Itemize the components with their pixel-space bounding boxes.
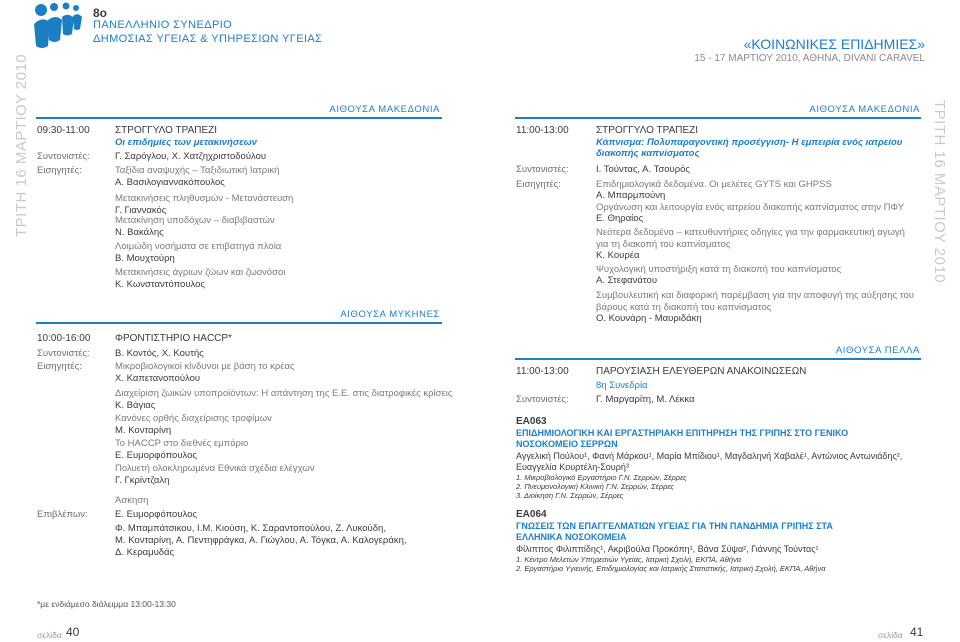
abstract-affiliation: 3. Διοίκηση Γ.Ν. Σερρών, Σέρρες <box>516 491 624 500</box>
room-label: ΑΙΘΟΥΣΑ ΜΥΚΗΝΕΣ <box>340 309 440 320</box>
abstract-title-cont: ΝΟΣΟΚΟΜΕΙΟ ΣΕΡΡΩΝ <box>516 439 618 449</box>
exercise-label: Άσκηση <box>115 495 149 506</box>
supervisors-label: Επιβλέπων: <box>37 509 88 520</box>
talk-title-cont: βάρους κατά τη διακοπή του καπνίσματος <box>596 302 772 313</box>
edition-number: 8ο <box>93 6 108 20</box>
abstract-authors: Φίλιππος Φιλιππίδης¹, Ακριβούλα Προκόπη¹, Βάνα Σύψα², Γιάννης Τούντας¹ <box>516 544 819 554</box>
session-type: ΣΤΡΟΓΓΥΛΟ ΤΡΑΠΕΖΙ <box>115 125 218 136</box>
session-title-cont: διακοπής καπνίσματος <box>596 148 700 159</box>
abstract-affiliation: 1. Μικροβιολογικό Εργαστήριο Γ.Ν. Σερρών, Σέρρες <box>516 473 687 482</box>
page-number: 40 <box>66 625 80 639</box>
talk-title: Επιδημιολογικά δεδομένα. Οι μελέτες GYTS και GHPSS <box>596 179 832 190</box>
talk-speaker: Α. Μπαρμπούνη <box>596 190 666 201</box>
abstract-affiliation: 2. Εργαστήριο Υγιεινής, Επιδημιολογίας και Ιατρικής Στατιστικής, Ιατρική Σχολή, ΕΚΠΑ, Αθήνα <box>516 564 826 573</box>
conference-title-line2: ΔΗΜΟΣΙΑΣ ΥΓΕΙΑΣ & ΥΠΗΡΕΣΙΩΝ ΥΓΕΙΑΣ <box>93 33 323 45</box>
talk-speaker: Α. Βασιλογιαννακόπουλος <box>115 177 225 188</box>
page-label: σελίδα <box>878 630 903 640</box>
abstract-title: ΓΝΩΣΕΙΣ ΤΩΝ ΕΠΑΓΓΕΛΜΑΤΙΩΝ ΥΓΕΙΑΣ ΓΙΑ ΤΗΝ ΠΑΝΔΗΜΙΑ ΓΡΙΠΗΣ ΣΤΑ <box>516 521 833 531</box>
session-type: ΦΡΟΝΤΙΣΤΗΡΙΟ HACCP* <box>115 333 232 344</box>
coordinators-label: Συντονιστές: <box>516 394 569 405</box>
session-time: 10:00-16:00 <box>37 333 91 344</box>
conference-dates-location: 15 - 17 ΜΑΡΤΙΟΥ 2010, ΑΘΗΝΑ, DIVANI CARAVEL <box>694 53 925 64</box>
talk-title: Ψυχολογική υποστήριξη κατά τη διακοπή του καπνίσματος <box>596 264 842 275</box>
speakers-label: Εισηγητές: <box>37 361 82 372</box>
abstract-affiliation: 1. Κέντρο Μελετών Υπηρεσιών Υγείας, Ιατρική Σχολή, ΕΚΠΑ, Αθήνα <box>516 555 742 564</box>
talk-speaker: Κ. Βάγιας <box>115 400 156 411</box>
supervisors-line: Φ. Μπαμπάτσικου, Ι.Μ. Κιούση, Κ. Σαραντοπούλου, Ζ. Λυκούδη, <box>115 523 386 534</box>
conference-theme: «ΚΟΙΝΩΝΙΚΕΣ ΕΠΙΔΗΜΙΕΣ» <box>743 36 925 52</box>
room-label: ΑΙΘΟΥΣΑ ΜΑΚΕΔΟΝΙΑ <box>329 104 440 115</box>
section-divider <box>36 322 442 324</box>
talk-title: Το HACCP στο διεθνές εμπόριο <box>115 438 249 449</box>
coordinators: Γ. Σαρόγλου, Χ. Χατζηχριστοδούλου <box>115 151 267 162</box>
talk-title: Κανόνες ορθής διαχείρισης τροφίμων <box>115 413 272 424</box>
talk-speaker: Γ. Γκρίντζαλη <box>115 475 170 486</box>
talk-speaker: Γ. Γιαννακός <box>115 205 167 216</box>
session-title: Οι επιδημίες των μετακινήσεων <box>115 137 257 148</box>
page-label: σελίδα <box>37 630 62 640</box>
room-label: ΑΙΘΟΥΣΑ ΠΕΛΛΑ <box>835 345 920 356</box>
talk-title-cont: για τη διακοπή του καπνίσματος <box>596 239 731 250</box>
talk-title: Νεότερα δεδομένα – κατευθυντήριες οδηγίες για την φαρμακευτική αγωγή <box>596 227 905 238</box>
section-divider <box>515 117 921 119</box>
supervisors-line: Μ. Κονταρίνη, Α. Πεντηφράγκα, Α. Γιώγλου, Α. Τόγκα, Α. Καλογεράκη, <box>115 535 407 546</box>
talk-title: Συμβουλευτική και διαφορική παρέμβαση για την αποφυγή της αύξησης του <box>596 290 914 301</box>
talk-title: Λοιμώδη νοσήματα σε επιβατηγά πλοία <box>115 241 282 252</box>
talk-title: Μετακίνηση υποδόχων – διαβιβαστών <box>115 215 275 226</box>
abstract-title-cont: ΕΛΛΗΝΙΚΑ ΝΟΣΟΚΟΜΕΙΑ <box>516 532 627 542</box>
talk-title: Διαχείριση ζωικών υποπροϊόντων: Η απάντηση της Ε.Ε. στις διατροφικές κρίσεις <box>115 388 453 399</box>
talk-speaker: Κ. Κουρέα <box>596 250 640 261</box>
section-divider <box>36 117 442 119</box>
session-subtitle: 8η Συνεδρία <box>596 380 648 391</box>
coordinators: Γ. Μαργαρίτη, Μ. Λέκκα <box>596 394 695 405</box>
abstract-title: ΕΠΙΔΗΜΙΟΛΟΓΙΚΗ ΚΑΙ ΕΡΓΑΣΤΗΡΙΑΚΗ ΕΠΙΤΗΡΗΣΗ ΤΗΣ ΓΡΙΠΗΣ ΣΤΟ ΓΕΝΙΚΟ <box>516 428 849 438</box>
talk-title: Οργάνωση και λειτουργία ενός ιατρείου διακοπής καπνίσματος στην ΠΦΥ <box>596 202 905 213</box>
talk-speaker: Μ. Κονταρίνη <box>115 425 172 436</box>
talk-speaker: Χ. Καπετανοπούλου <box>115 373 201 384</box>
talk-title: Μετακινήσεις πληθυσμών - Μετανάστευση <box>115 193 294 204</box>
coordinators-label: Συντονιστές: <box>37 348 90 359</box>
talk-title: Μετακινήσεις άγριων ζώων και ζωονόσοι <box>115 267 286 278</box>
speakers-label: Εισηγητές: <box>516 179 561 190</box>
section-divider <box>515 358 921 360</box>
talk-speaker: Α. Στεφανάτου <box>596 275 658 286</box>
session-type: ΣΤΡΟΓΓΥΛΟ ΤΡΑΠΕΖΙ <box>596 125 699 136</box>
footnote: *με ενδιάμεσο διάλειμμα 13:00-13:30 <box>37 599 176 609</box>
abstract-code: ΕΑ064 <box>516 509 547 520</box>
exercise-speaker: Ε. Ευμορφόπουλος <box>115 509 197 520</box>
talk-speaker: Ο. Κουνάρη - Μαυριδάκη <box>596 313 702 324</box>
page-number: 41 <box>910 625 924 639</box>
session-type: ΠΑΡΟΥΣΙΑΣΗ ΕΛΕΥΘΕΡΩΝ ΑΝΑΚΟΙΝΩΣΕΩΝ <box>596 366 807 377</box>
session-time: 11:00-13:00 <box>516 366 569 377</box>
talk-speaker: Ε. Θηραίος <box>596 213 644 224</box>
abstract-code: ΕΑ063 <box>516 416 547 427</box>
session-time: 09:30-11:00 <box>37 125 90 136</box>
supervisors-line: Δ. Κεραμυδάς <box>115 547 175 558</box>
talk-title: Πολυετή ολοκληρωμένα Εθνικά σχέδια ελέγχων <box>115 463 315 474</box>
talk-speaker: Ν. Βακάλης <box>115 227 164 238</box>
session-title: Κάπνισμα: Πολυπαραγοντική προσέγγιση- Η εμπειρία ενός ιατρείου <box>596 137 903 148</box>
conference-title-line1: ΠΑΝΕΛΛΗΝΙΟ ΣΥΝΕΔΡΙΟ <box>93 19 233 31</box>
coordinators: Ι. Τούντας, Α. Τσουρός <box>596 164 690 175</box>
talk-title: Μικροβιολογικοί κίνδυνοι με βάση το κρέας <box>115 361 295 372</box>
abstract-authors: Αγγελική Πούλου¹, Φανή Μάρκου¹, Μαρία Μπίδιου¹, Μαγδαληνή Χαβαλέ¹, Αντώνιος Αντωνιάδης², <box>516 451 903 461</box>
room-label: ΑΙΘΟΥΣΑ ΜΑΚΕΔΟΝΙΑ <box>809 104 920 115</box>
abstract-authors-cont: Ευαγγελία Κουρτέλη-Σουρή³ <box>516 462 629 472</box>
coordinators: Β. Κοντός, Χ. Κουτής <box>115 348 204 359</box>
talk-title: Ταξίδια αναψυχής – Ταξιδιωτική Ιατρική <box>115 165 280 176</box>
side-date-label-left: ΤΡΙΤΗ 16 ΜΑΡΤΙΟΥ 2010 <box>13 53 30 237</box>
side-date-label-right: ΤΡΙΤΗ 16 ΜΑΡΤΙΟΥ 2010 <box>931 100 948 284</box>
speakers-label: Εισηγητές: <box>37 165 82 176</box>
talk-speaker: Ε. Ευμορφόπουλος <box>115 450 197 461</box>
talk-speaker: Β. Μουχτούρη <box>115 253 175 264</box>
session-time: 11:00-13:00 <box>516 125 569 136</box>
talk-speaker: Κ. Κωνσταντόπουλος <box>115 279 205 290</box>
coordinators-label: Συντονιστές: <box>516 164 569 175</box>
abstract-affiliation: 2. Πνευμονολογική Κλινική Γ.Ν. Σερρών, Σέρρες <box>516 482 675 491</box>
conference-logo <box>32 2 87 52</box>
coordinators-label: Συντονιστές: <box>37 151 90 162</box>
